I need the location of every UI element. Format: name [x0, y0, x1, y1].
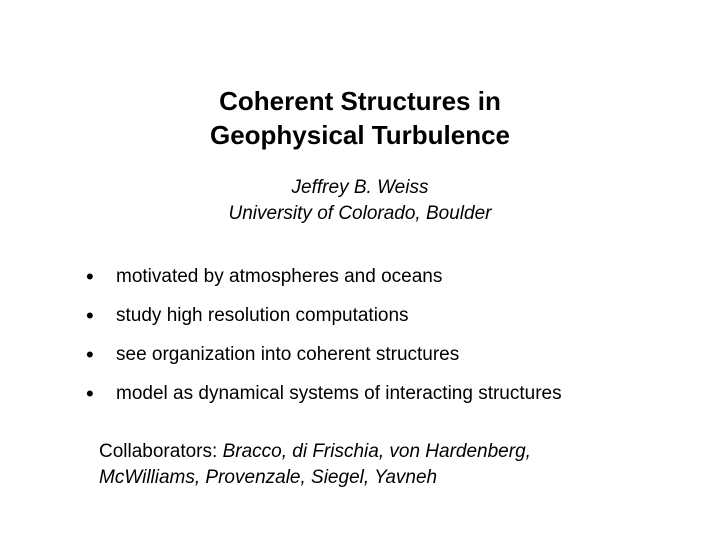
collaborators-names-2: McWilliams, Provenzale, Siegel, Yavneh — [99, 467, 438, 488]
bullet-text: model as dynamical systems of interacting structures — [116, 383, 562, 404]
author-affiliation: University of Colorado, Boulder — [228, 203, 492, 224]
list-item — [84, 303, 562, 342]
list-item — [84, 264, 562, 303]
title-line-2: Geophysical Turbulence — [209, 120, 511, 150]
collaborators-names-1: Bracco, di Frischia, von Hardenberg, — [222, 441, 531, 462]
bullet-icon: • — [86, 264, 94, 289]
collaborators-block — [99, 439, 699, 491]
bullet-list — [84, 264, 562, 420]
slide-title — [0, 84, 720, 152]
title-line-1: Coherent Structures in — [219, 86, 501, 116]
bullet-icon: • — [86, 303, 94, 328]
author-name: Jeffrey B. Weiss — [291, 177, 429, 198]
collaborators-line-1 — [99, 439, 699, 465]
bullet-text: see organization into coherent structures — [116, 344, 460, 365]
bullet-icon: • — [86, 381, 94, 406]
collaborators-label: Collaborators: — [99, 441, 223, 462]
author-block — [0, 175, 720, 227]
bullet-text: motivated by atmospheres and oceans — [116, 266, 443, 287]
bullet-icon: • — [86, 342, 94, 367]
list-item — [84, 342, 562, 381]
bullet-text: study high resolution computations — [116, 305, 409, 326]
list-item — [84, 381, 562, 420]
